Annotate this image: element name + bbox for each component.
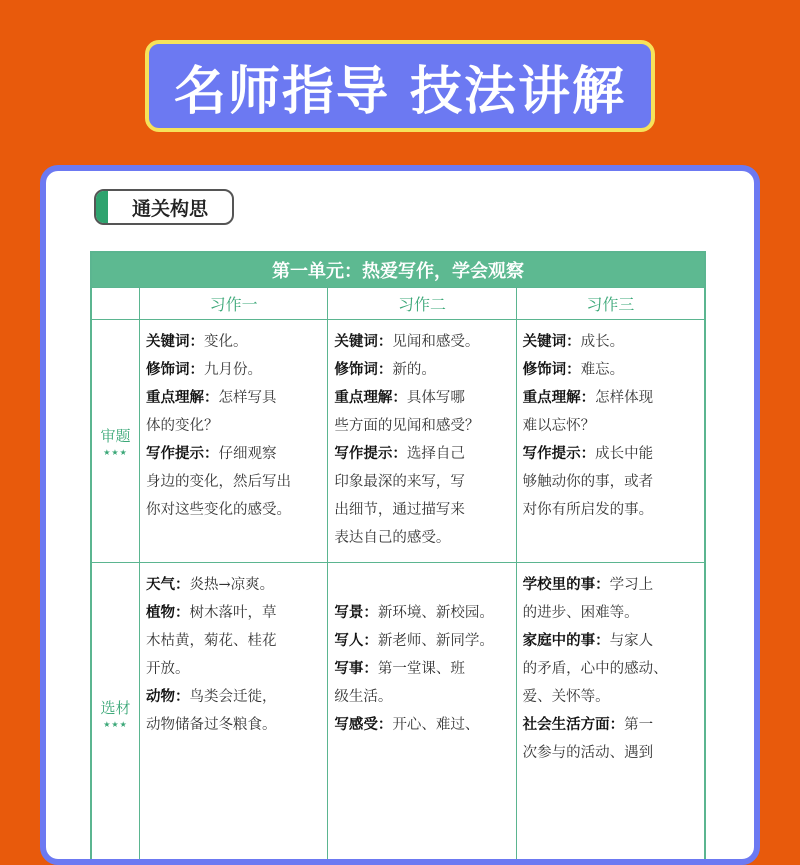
keyword-value: 的矛盾，心中的感动、 [522, 661, 668, 677]
cell-line [523, 599, 698, 627]
cell-line [146, 440, 321, 468]
keyword-value: 难以忘怀？ [522, 418, 596, 434]
keyword-label: 植物： [146, 605, 190, 621]
keyword-label: 写作提示： [334, 446, 407, 462]
keyword-value: 表达自己的感受。 [334, 530, 451, 546]
cell-line [523, 412, 698, 440]
keyword-label: 修饰词： [334, 362, 393, 378]
cell-line [523, 440, 698, 468]
cell-line [146, 627, 321, 655]
cell-line [146, 655, 321, 683]
cell-line [334, 571, 509, 599]
keyword-value: 第一堂课、班 [377, 661, 465, 677]
keyword-value: 鸟类会迁徙， [189, 689, 277, 705]
column-header-row [92, 287, 704, 319]
keyword-value: 第一 [624, 717, 654, 733]
keyword-label: 重点理解： [522, 390, 596, 406]
keyword-value: 体的变化？ [146, 418, 219, 434]
keyword-label: 写感受： [334, 717, 393, 733]
keyword-value: 次参与的活动、遇到 [522, 745, 654, 761]
cell-line [523, 711, 698, 739]
keyword-label: 重点理解： [334, 390, 407, 406]
keyword-value: 级生活。 [334, 689, 393, 705]
table-cell [517, 320, 704, 562]
keyword-value: 爱、关怀等。 [522, 689, 610, 705]
cell-line [146, 384, 321, 412]
cell-line [523, 571, 698, 599]
cell-line [146, 356, 321, 384]
keyword-value: 新的。 [392, 362, 436, 378]
row-label: 选材 [100, 699, 131, 717]
keyword-value: 对你有所启发的事。 [522, 502, 654, 518]
keyword-value: 具体写哪 [406, 390, 465, 406]
star-rating: ★★★ [103, 720, 128, 729]
cell-line [334, 711, 509, 739]
cell-line [334, 627, 509, 655]
cell-line [523, 496, 698, 524]
keyword-label: 社会生活方面： [522, 717, 625, 733]
keyword-value: 炎热→凉爽。 [189, 577, 275, 593]
cell-line [334, 496, 509, 524]
table-row [92, 562, 704, 863]
keyword-value: 印象最深的来写，写 [334, 474, 465, 490]
keyword-label: 天气： [146, 577, 190, 593]
promo-banner: 名师指导 技法讲解 [145, 40, 655, 132]
cell-line [146, 599, 321, 627]
cell-line [146, 571, 321, 599]
keyword-label: 关键词： [334, 334, 393, 350]
keyword-value: 怎样体现 [595, 390, 654, 406]
row-label-cell [92, 320, 140, 562]
keyword-value: 些方面的见闻和感受？ [334, 418, 480, 434]
keyword-label: 写事： [334, 661, 378, 677]
table-cell [328, 563, 516, 863]
content-card [40, 165, 760, 865]
keyword-value: 成长。 [580, 334, 625, 350]
keyword-value: 够触动你的事，或者 [522, 474, 654, 490]
tag-accent-strip [96, 191, 108, 223]
keyword-value: 身边的变化，然后写出 [146, 474, 291, 490]
cell-line [523, 468, 698, 496]
keyword-label: 学校里的事： [522, 577, 610, 593]
cell-line [334, 655, 509, 683]
column-header: 习作二 [328, 288, 516, 319]
keyword-label: 写作提示： [146, 446, 219, 462]
star-rating: ★★★ [103, 448, 128, 457]
keyword-value: 你对这些变化的感受。 [146, 502, 291, 518]
cell-line [523, 356, 698, 384]
keyword-value: 开心、难过、 [392, 717, 480, 733]
cell-line [334, 599, 509, 627]
keyword-value: 新环境、新校园。 [377, 605, 494, 621]
cell-line [334, 356, 509, 384]
keyword-value: 与家人 [609, 633, 654, 649]
cell-line [523, 655, 698, 683]
keyword-label: 写作提示： [522, 446, 596, 462]
cell-line [146, 711, 321, 739]
cell-line [523, 683, 698, 711]
keyword-value: 的进步、困难等。 [522, 605, 639, 621]
keyword-value: 选择自己 [406, 446, 465, 462]
cell-line [146, 328, 321, 356]
cell-line [146, 683, 321, 711]
cell-line [523, 627, 698, 655]
keyword-value: 出细节，通过描写来 [334, 502, 465, 518]
keyword-value: 木枯黄，菊花、桂花 [146, 633, 277, 649]
keyword-value: 成长中能 [595, 446, 654, 462]
column-header: 习作三 [586, 295, 635, 314]
keyword-value: 怎样写具 [218, 390, 277, 406]
cell-line [334, 440, 509, 468]
keyword-value: 树木落叶，草 [189, 605, 277, 621]
section-tag [94, 189, 234, 225]
cell-line [334, 412, 509, 440]
keyword-label: 关键词： [522, 334, 581, 350]
cell-line [146, 468, 321, 496]
row-label: 审题 [100, 427, 131, 445]
keyword-value: 动物储备过冬粮食。 [146, 717, 277, 733]
cell-line [523, 739, 698, 767]
table-cell [517, 563, 704, 863]
keyword-label: 写景： [334, 605, 378, 621]
cell-line [334, 524, 509, 552]
table-row [92, 319, 704, 562]
table-cell [328, 320, 516, 562]
keyword-label: 修饰词： [522, 362, 581, 378]
cell-line [334, 468, 509, 496]
cell-line [523, 328, 698, 356]
keyword-value: 难忘。 [580, 362, 625, 378]
keyword-value: 新老师、新同学。 [377, 633, 494, 649]
writing-guide-table [90, 251, 706, 863]
cell-line [334, 384, 509, 412]
keyword-value: 开放。 [146, 661, 190, 677]
section-tag-label: 通关构思 [131, 197, 208, 220]
keyword-label: 修饰词： [146, 362, 204, 378]
cell-line [523, 384, 698, 412]
corner-cell [92, 288, 140, 319]
cell-line [146, 412, 321, 440]
keyword-label: 重点理解： [146, 390, 219, 406]
keyword-label: 关键词： [146, 334, 204, 350]
row-label-cell [92, 563, 140, 863]
table-cell [140, 563, 328, 863]
keyword-value: 九月份。 [204, 362, 262, 378]
column-header: 习作一 [140, 288, 328, 319]
unit-title: 第一单元：热爱写作，学会观察 [92, 253, 704, 287]
keyword-value: 变化。 [204, 334, 248, 350]
keyword-label: 动物： [146, 689, 190, 705]
cell-line [146, 496, 321, 524]
keyword-value: 学习上 [609, 577, 654, 593]
keyword-label: 家庭中的事： [522, 633, 610, 649]
cell-line [334, 328, 509, 356]
keyword-value: 见闻和感受。 [392, 334, 480, 350]
keyword-value: 仔细观察 [218, 446, 277, 462]
table-cell [140, 320, 328, 562]
keyword-label: 写人： [334, 633, 378, 649]
cell-line [334, 683, 509, 711]
